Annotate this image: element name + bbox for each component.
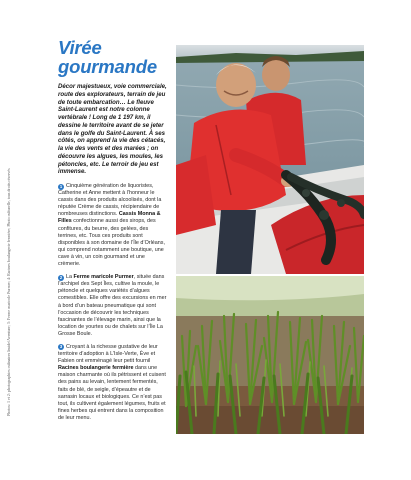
boat-photo — [176, 45, 364, 274]
intro-paragraph: Décor majestueux, voie commerciale, route des explorateurs, terrain de jeu de toute embarcation… Le fleuve Saint-Laurent est notre colonne vertébrale ! Long de 1 197 km, il dessine le territoire avant de se jeter dans le golfe du Saint-Laurent. À ses côtés, on apprend la vie des cétacés, la vie des vents et des marées ; on découvre les algues, les moules, les pétoncles, etc. Le terroir de jeu est immense. — [58, 83, 167, 176]
business-name: Racines boulangerie fermière — [58, 365, 134, 372]
business-name: Ferme maricole Purmer — [73, 274, 134, 281]
number-badge: 3 — [59, 344, 63, 350]
entry-paragraph-1: 1 Cinquième génération de liquoristes, Catherine et Anne mettent à l’honneur le cassis dans des produits alcoolisés, dont la réputée Crème de cassis, récipiendaire de nombreuses distinctions. Cassis Monna & Filles confectionne aussi des sirops, des confitures, du beurre, des gelées, des terrines, etc. Tous ces produits sont disponibles à son domaine de l’Île d’Orléans, qui comprend notamment une boutique, une cave à vin, un coin gourmand et une crèmerie. — [58, 183, 165, 268]
article-column — [58, 38, 168, 428]
garden-photo — [176, 276, 364, 434]
number-badge: 1 — [59, 183, 63, 189]
photo-credit: Photos: 1 et 2: photographies culinaires Inside/Aventure; 3: Ferme maricole Purmer; 4: Racines boulangerie fermière; Photo culturelle, tous droits réservés — [6, 168, 11, 416]
number-badge: 2 — [59, 274, 63, 280]
title-line-2: gourmande — [58, 56, 157, 77]
article-title — [58, 38, 168, 76]
entry-paragraph-2: 2 La Ferme maricole Purmer, située dans l’archipel des Sept Îles, cultive la moule, le pétoncle et quelques variétés d’algues comestibles. Elle offre des excursions en mer à bord d’un bateau pneumatique qui sont l’occasion de découvrir les techniques fascinantes de l’élevage marin, ainsi que la location de yourtes ou de chalets sur l’Île La Grosse Boule. — [58, 274, 167, 337]
business-name: Cassis Monna & Filles — [58, 211, 161, 225]
entry-paragraph-3: 3 Croyant à la richesse gustative de leur territoire d’adoption à L’Isle-Verte, Ève et Fabien ont emménagé leur petit fournil Racines boulangerie fermière dans une maison charmante où ils pétrissent et cuisent des pains au levain, lentement fermentés, faits de blé, de seigle, d’épeautre et de sarrasin locaux et biologiques. Ce n’est pas tout, ils cultivent également légumes, fruits et fines herbes qui entrent dans la composition de leur menu. — [58, 343, 166, 421]
title-line-1: Virée — [58, 37, 102, 58]
